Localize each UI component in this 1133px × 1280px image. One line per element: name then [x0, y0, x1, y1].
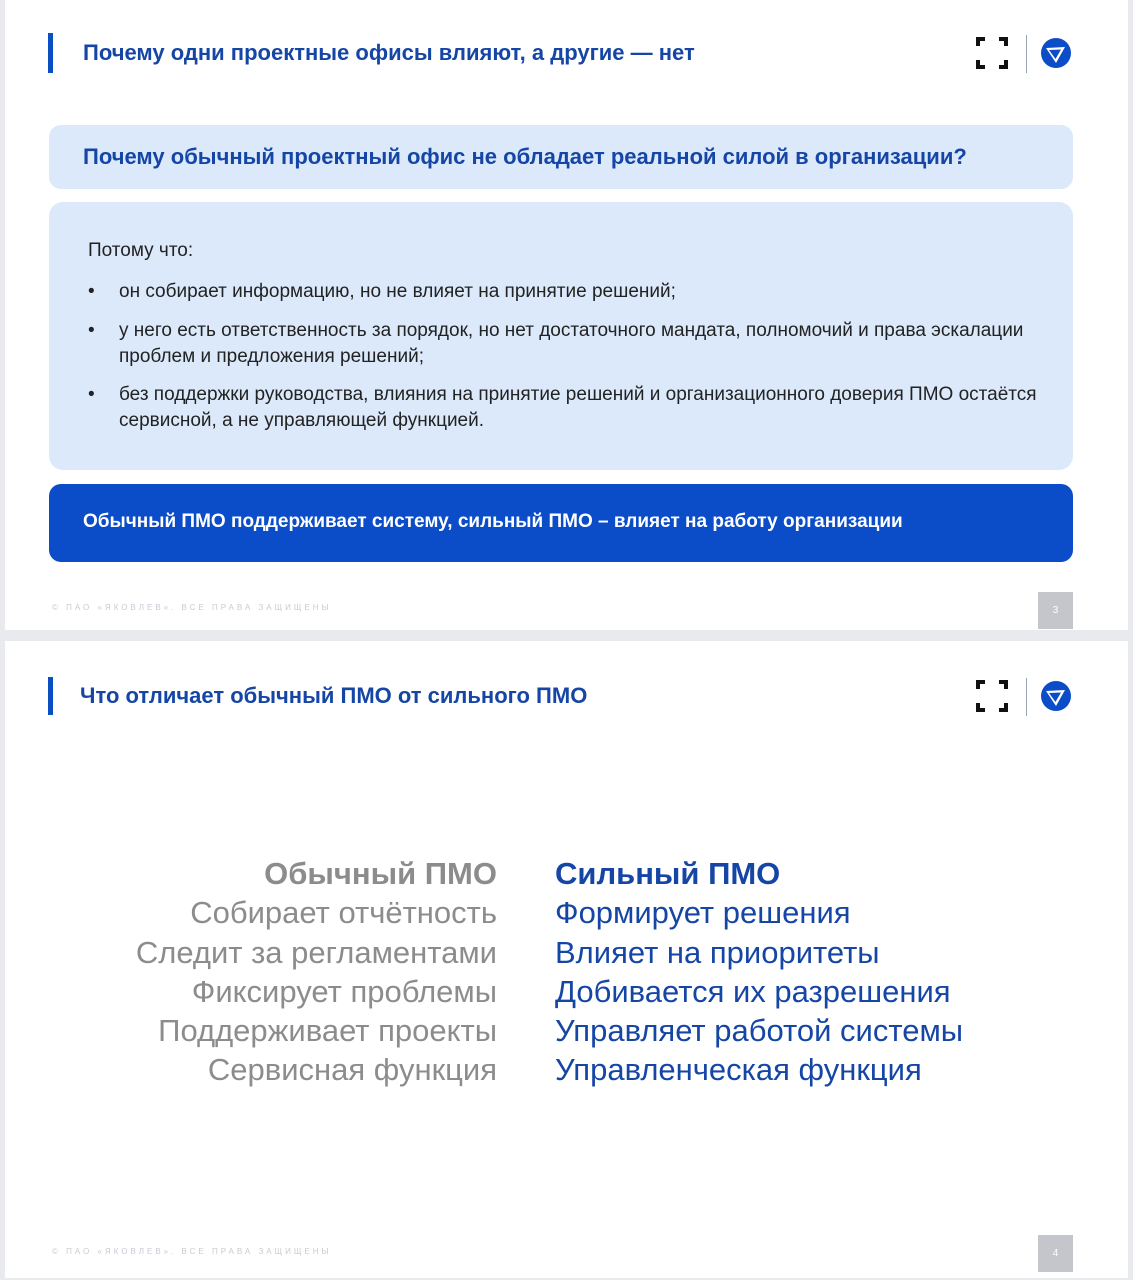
slide-title: Почему одни проектные офисы влияют, а другие — нет — [83, 40, 695, 65]
bullet-marker: • — [88, 384, 95, 405]
slide-4 — [5, 641, 1128, 1278]
brand-logo-icon — [1040, 37, 1072, 69]
list-item: Формирует решения — [555, 895, 851, 931]
list-item: Влияет на приоритеты — [555, 934, 880, 970]
slide-title: Что отличает обычный ПМО от сильного ПМО — [80, 683, 588, 708]
list-item: Следит за регламентами — [135, 934, 497, 970]
title-accent-bar — [48, 677, 53, 715]
bullet-text: у него есть ответственность за порядок, но нет достаточного мандата, полномочий и права эскалации проблем и предложения решений; — [119, 320, 1024, 367]
question-text: Почему обычный проектный офис не обладает реальной силой в организации? — [83, 144, 967, 169]
summary-banner — [49, 484, 1073, 562]
column-heading: Сильный ПМО — [555, 856, 781, 891]
list-item: Собирает отчётность — [190, 895, 497, 931]
logo-divider — [1026, 35, 1027, 73]
copyright-footer: © ПАО «ЯКОВЛЕВ». ВСЕ ПРАВА ЗАЩИЩЕНЫ — [52, 603, 332, 612]
list-item: Управленческая функция — [555, 1052, 922, 1088]
summary-text: Обычный ПМО поддерживает систему, сильный ПМО – влияет на работу организации — [83, 511, 903, 532]
bullet-marker: • — [88, 281, 95, 302]
bullet-text: без поддержки руководства, влияния на принятие решений и организационного доверия ПМО остаётся сервисной, а не управляющей функцией. — [119, 384, 1037, 431]
list-item: Фиксирует проблемы — [191, 973, 497, 1009]
frame-corners-icon — [976, 680, 1008, 712]
strong-pmo-column — [555, 854, 963, 1090]
frame-corners-icon — [976, 37, 1008, 69]
list-item: Сервисная функция — [207, 1052, 497, 1088]
question-box — [49, 125, 1073, 189]
bullet-text: он собирает информацию, но не влияет на принятие решений; — [119, 281, 676, 302]
logo-divider — [1026, 678, 1027, 716]
answer-lead: Потому что: — [88, 240, 194, 261]
regular-pmo-column — [136, 854, 497, 1090]
column-heading: Обычный ПМО — [264, 856, 497, 891]
slide-3 — [5, 0, 1128, 630]
list-item: Управляет работой системы — [555, 1013, 964, 1049]
page-number: 3 — [1038, 592, 1073, 629]
list-item: Поддерживает проекты — [158, 1013, 497, 1049]
answer-box — [49, 202, 1073, 470]
bullet-marker: • — [88, 320, 95, 341]
list-item: Добивается их разрешения — [555, 973, 951, 1009]
brand-logo-icon — [1040, 680, 1072, 712]
copyright-footer: © ПАО «ЯКОВЛЕВ». ВСЕ ПРАВА ЗАЩИЩЕНЫ — [52, 1247, 332, 1256]
page-number: 4 — [1038, 1235, 1073, 1272]
title-accent-bar — [48, 33, 53, 73]
